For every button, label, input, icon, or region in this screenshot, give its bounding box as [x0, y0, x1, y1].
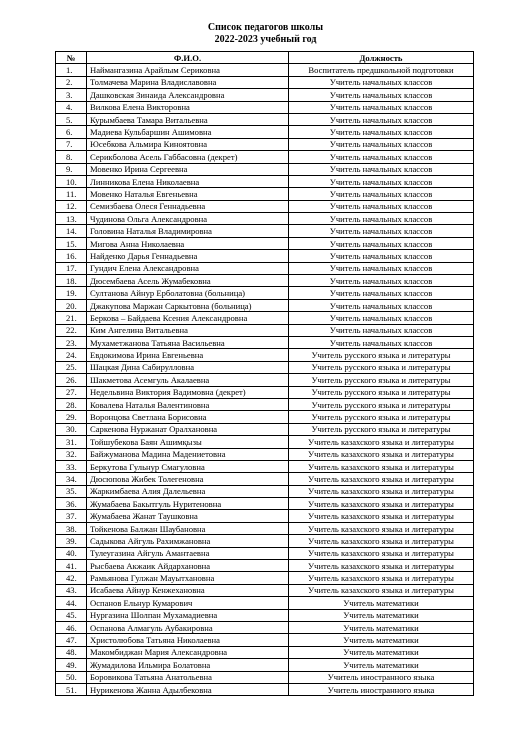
row-name: Жумабаева Бакытгуль Нуритеновна	[87, 498, 289, 510]
table-row	[56, 448, 474, 460]
header-position: Должность	[289, 52, 474, 64]
row-number: 23.	[56, 336, 87, 348]
table-row	[56, 64, 474, 76]
table-row	[56, 597, 474, 609]
row-name: Исабаева Айнур Кенжехановна	[87, 584, 289, 596]
row-name: Байжуманова Мадина Мадениетовна	[87, 448, 289, 460]
row-position: Учитель начальных классов	[289, 237, 474, 249]
row-position: Учитель русского языка и литературы	[289, 349, 474, 361]
row-number: 14.	[56, 225, 87, 237]
table-row	[56, 262, 474, 274]
table-row	[56, 522, 474, 534]
row-position: Учитель казахского языка и литературы	[289, 485, 474, 497]
row-position: Учитель начальных классов	[289, 200, 474, 212]
row-position: Учитель начальных классов	[289, 275, 474, 287]
table-row	[56, 683, 474, 695]
row-number: 4.	[56, 101, 87, 113]
row-name: Дюсембаева Асель Жумабековна	[87, 275, 289, 287]
row-number: 34.	[56, 473, 87, 485]
row-number: 29.	[56, 411, 87, 423]
row-name: Дашковская Зинаида Александровна	[87, 89, 289, 101]
table-row	[56, 76, 474, 88]
row-position: Учитель русского языка и литературы	[289, 411, 474, 423]
row-position: Учитель казахского языка и литературы	[289, 522, 474, 534]
table-row	[56, 312, 474, 324]
row-number: 24.	[56, 349, 87, 361]
row-name: Жаркимбаева Алия Далельевна	[87, 485, 289, 497]
table-row	[56, 460, 474, 472]
row-name: Саркенова Нуржанат Оралхановна	[87, 423, 289, 435]
row-number: 1.	[56, 64, 87, 76]
row-number: 37.	[56, 510, 87, 522]
row-name: Тулеугазина Айгуль Амантаевна	[87, 547, 289, 559]
row-number: 40.	[56, 547, 87, 559]
title-line-2: 2022-2023 учебный год	[214, 34, 317, 45]
table-row	[56, 175, 474, 187]
table-row	[56, 634, 474, 646]
row-number: 32.	[56, 448, 87, 460]
row-number: 35.	[56, 485, 87, 497]
row-position: Учитель начальных классов	[289, 324, 474, 336]
row-number: 47.	[56, 634, 87, 646]
row-name: Евдокимова Ирина Евгеньевна	[87, 349, 289, 361]
row-name: Джакупова Маржан Саркытовна (больница)	[87, 299, 289, 311]
row-name: Мухаметжанова Татьяна Васильевна	[87, 336, 289, 348]
row-number: 27.	[56, 386, 87, 398]
row-position: Учитель начальных классов	[289, 126, 474, 138]
row-name: Семизбаева Олеся Геннадьевна	[87, 200, 289, 212]
row-number: 2.	[56, 76, 87, 88]
row-name: Ким Ангелина Витальевна	[87, 324, 289, 336]
table-row	[56, 250, 474, 262]
row-position: Учитель казахского языка и литературы	[289, 584, 474, 596]
row-name: Нурикенова Жанна Адылбековна	[87, 683, 289, 695]
row-position: Учитель начальных классов	[289, 336, 474, 348]
row-number: 30.	[56, 423, 87, 435]
staff-table	[55, 51, 474, 696]
table-row	[56, 349, 474, 361]
row-name: Мигова Анна Николаевна	[87, 237, 289, 249]
row-name: Чудинова Ольга Александровна	[87, 213, 289, 225]
row-position: Учитель казахского языка и литературы	[289, 448, 474, 460]
row-number: 13.	[56, 213, 87, 225]
row-name: Тойкенова Балжан Шаубановна	[87, 522, 289, 534]
table-row	[56, 659, 474, 671]
row-position: Учитель начальных классов	[289, 113, 474, 125]
row-number: 38.	[56, 522, 87, 534]
row-number: 46.	[56, 621, 87, 633]
row-position: Учитель математики	[289, 621, 474, 633]
header-num: №	[56, 52, 87, 64]
table-row	[56, 572, 474, 584]
row-name: Серикболова Асель Габбасовна (декрет)	[87, 151, 289, 163]
table-row	[56, 113, 474, 125]
row-number: 33.	[56, 460, 87, 472]
row-name: Мовенко Наталья Евгеньевна	[87, 188, 289, 200]
row-name: Юсебкова Альмира Киноятовна	[87, 138, 289, 150]
row-name: Султанова Айнур Ерболатовна (больница)	[87, 287, 289, 299]
table-row	[56, 101, 474, 113]
table-row	[56, 324, 474, 336]
table-row	[56, 621, 474, 633]
table-row	[56, 547, 474, 559]
table-row	[56, 398, 474, 410]
row-position: Учитель казахского языка и литературы	[289, 560, 474, 572]
row-name: Линникова Елена Николаевна	[87, 175, 289, 187]
row-number: 25.	[56, 361, 87, 373]
row-position: Учитель начальных классов	[289, 175, 474, 187]
row-name: Вилкова Елена Викторовна	[87, 101, 289, 113]
row-position: Учитель начальных классов	[289, 188, 474, 200]
row-number: 6.	[56, 126, 87, 138]
row-position: Учитель казахского языка и литературы	[289, 436, 474, 448]
row-name: Найденко Дарья Геннадьевна	[87, 250, 289, 262]
row-name: Христолюбова Татьяна Николаевна	[87, 634, 289, 646]
table-row	[56, 584, 474, 596]
row-position: Учитель казахского языка и литературы	[289, 572, 474, 584]
table-row	[56, 671, 474, 683]
row-position: Учитель начальных классов	[289, 262, 474, 274]
row-number: 36.	[56, 498, 87, 510]
row-name: Беркова – Байдаева Ксения Александровна	[87, 312, 289, 324]
row-number: 44.	[56, 597, 87, 609]
table-header-row	[56, 52, 474, 64]
row-number: 18.	[56, 275, 87, 287]
row-name: Ковалева Наталья Валентиновна	[87, 398, 289, 410]
row-position: Учитель начальных классов	[289, 287, 474, 299]
table-row	[56, 535, 474, 547]
row-position: Учитель начальных классов	[289, 76, 474, 88]
table-row	[56, 225, 474, 237]
row-number: 7.	[56, 138, 87, 150]
row-number: 42.	[56, 572, 87, 584]
row-number: 39.	[56, 535, 87, 547]
row-name: Оспанов Ельнур Кумарович	[87, 597, 289, 609]
table-row	[56, 560, 474, 572]
row-number: 51.	[56, 683, 87, 695]
row-position: Учитель начальных классов	[289, 312, 474, 324]
row-position: Учитель математики	[289, 609, 474, 621]
table-row	[56, 646, 474, 658]
row-name: Тойшубекова Баян Ашимқызы	[87, 436, 289, 448]
row-name: Жумадилова Ильмира Болатовна	[87, 659, 289, 671]
table-row	[56, 138, 474, 150]
row-position: Учитель казахского языка и литературы	[289, 460, 474, 472]
row-number: 49.	[56, 659, 87, 671]
row-position: Учитель иностранного языка	[289, 671, 474, 683]
row-position: Учитель казахского языка и литературы	[289, 510, 474, 522]
table-row	[56, 498, 474, 510]
table-row	[56, 151, 474, 163]
row-name: Шакметова Асемгуль Акалаевна	[87, 374, 289, 386]
row-name: Воронцова Светлана Борисовна	[87, 411, 289, 423]
row-name: Мадиева Кульбаршин Ашимовна	[87, 126, 289, 138]
table-row	[56, 287, 474, 299]
header-name: Ф.И.О.	[87, 52, 289, 64]
row-position: Учитель казахского языка и литературы	[289, 547, 474, 559]
title-line-1: Список педагогов школы	[207, 22, 324, 33]
row-name: Мовенко Ирина Сергеевна	[87, 163, 289, 175]
row-name: Рысбаева Акжаик Айдархановна	[87, 560, 289, 572]
row-name: Жумабаева Жанат Таушковна	[87, 510, 289, 522]
row-position: Учитель начальных классов	[289, 225, 474, 237]
row-number: 20.	[56, 299, 87, 311]
table-row	[56, 336, 474, 348]
row-position: Учитель начальных классов	[289, 101, 474, 113]
row-name: Курымбаева Тамара Витальевна	[87, 113, 289, 125]
row-number: 3.	[56, 89, 87, 101]
row-position: Учитель начальных классов	[289, 151, 474, 163]
table-row	[56, 386, 474, 398]
row-number: 28.	[56, 398, 87, 410]
row-position: Учитель начальных классов	[289, 299, 474, 311]
row-position: Учитель казахского языка и литературы	[289, 473, 474, 485]
row-position: Учитель казахского языка и литературы	[289, 535, 474, 547]
row-name: Беркутова Гульнур Смагуловна	[87, 460, 289, 472]
row-name: Головина Наталья Владимировна	[87, 225, 289, 237]
row-number: 45.	[56, 609, 87, 621]
row-position: Учитель начальных классов	[289, 89, 474, 101]
table-row	[56, 126, 474, 138]
table-row	[56, 213, 474, 225]
row-number: 50.	[56, 671, 87, 683]
table-row	[56, 473, 474, 485]
row-position: Учитель математики	[289, 634, 474, 646]
table-row	[56, 361, 474, 373]
row-number: 22.	[56, 324, 87, 336]
row-name: Боровикова Татьяна Анатольевна	[87, 671, 289, 683]
row-number: 48.	[56, 646, 87, 658]
row-number: 17.	[56, 262, 87, 274]
row-number: 11.	[56, 188, 87, 200]
table-row	[56, 510, 474, 522]
row-position: Учитель русского языка и литературы	[289, 386, 474, 398]
table-row	[56, 411, 474, 423]
table-row	[56, 374, 474, 386]
row-name: Рамьянова Гулжан Мауытхановна	[87, 572, 289, 584]
row-name: Макомбиджан Мария Александровна	[87, 646, 289, 658]
row-number: 19.	[56, 287, 87, 299]
row-name: Нургазина Шолпан Мухамадиевна	[87, 609, 289, 621]
table-row	[56, 436, 474, 448]
row-name: Недельвина Виктория Вадимовна (декрет)	[87, 386, 289, 398]
row-position: Учитель начальных классов	[289, 138, 474, 150]
row-name: Дюсюпова Жибек Толегеновна	[87, 473, 289, 485]
row-position: Учитель русского языка и литературы	[289, 361, 474, 373]
table-row	[56, 237, 474, 249]
row-position: Учитель начальных классов	[289, 163, 474, 175]
table-row	[56, 299, 474, 311]
table-row	[56, 609, 474, 621]
row-number: 9.	[56, 163, 87, 175]
row-number: 15.	[56, 237, 87, 249]
row-number: 26.	[56, 374, 87, 386]
row-position: Учитель русского языка и литературы	[289, 398, 474, 410]
table-row	[56, 188, 474, 200]
table-body	[56, 64, 474, 696]
row-name: Садыкова Айгуль Рахимжановна	[87, 535, 289, 547]
row-name: Гундич Елена Александровна	[87, 262, 289, 274]
row-position: Воспитатель предшкольной подготовки	[289, 64, 474, 76]
row-name: Наймангазина Арайлым Сериковна	[87, 64, 289, 76]
row-number: 16.	[56, 250, 87, 262]
row-number: 12.	[56, 200, 87, 212]
row-number: 31.	[56, 436, 87, 448]
row-name: Толмачева Марина Владиславовна	[87, 76, 289, 88]
row-name: Оспанова Алмагуль Аубакировна	[87, 621, 289, 633]
row-position: Учитель начальных классов	[289, 250, 474, 262]
row-position: Учитель начальных классов	[289, 213, 474, 225]
row-position: Учитель математики	[289, 646, 474, 658]
table-row	[56, 423, 474, 435]
table-row	[56, 200, 474, 212]
table-row	[56, 275, 474, 287]
row-number: 10.	[56, 175, 87, 187]
row-number: 5.	[56, 113, 87, 125]
row-number: 8.	[56, 151, 87, 163]
row-position: Учитель математики	[289, 597, 474, 609]
document-title	[0, 22, 531, 46]
table-row	[56, 163, 474, 175]
row-number: 21.	[56, 312, 87, 324]
row-position: Учитель русского языка и литературы	[289, 423, 474, 435]
row-position: Учитель математики	[289, 659, 474, 671]
row-number: 43.	[56, 584, 87, 596]
row-position: Учитель русского языка и литературы	[289, 374, 474, 386]
table-row	[56, 485, 474, 497]
row-name: Шацкая Дина Сабирулловна	[87, 361, 289, 373]
row-position: Учитель иностранного языка	[289, 683, 474, 695]
row-position: Учитель казахского языка и литературы	[289, 498, 474, 510]
table-row	[56, 89, 474, 101]
row-number: 41.	[56, 560, 87, 572]
